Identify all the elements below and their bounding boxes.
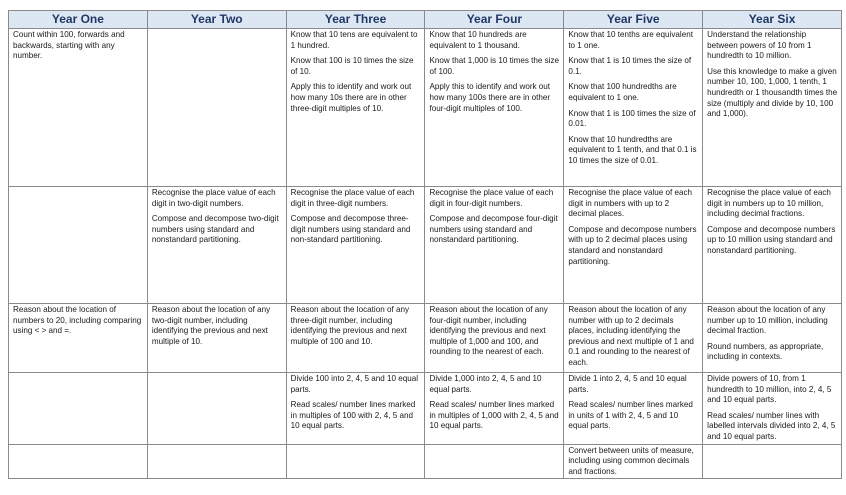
table-cell [425,187,564,304]
table-cell [147,444,286,479]
table-cell [286,373,425,445]
table-cell [703,373,842,445]
table-cell [286,304,425,373]
table-cell [425,444,564,479]
cell-paragraph: Recognise the place value of each digit in three-digit numbers. [290,188,415,208]
table-cell [286,444,425,479]
curriculum-table [8,10,842,479]
cell-paragraph: Know that 1,000 is 10 times the size of 100. [429,56,560,76]
cell-paragraph: Reason about the location of any four-digit number, including identifying the previous and next multiple of 1,000 and 100, and rounding to the nearest of each. [429,305,548,357]
table-cell [147,187,286,304]
column-header: Year Six [703,11,842,29]
cell-paragraph: Understand the relationship between powers of 10 from 1 hundredth to 10 million. [707,30,812,61]
cell-paragraph: Use this knowledge to make a given number 10, 100, 1,000, 1 tenth, 1 hundredth or 1 thousandth times the size (multiply and divide by 10, 100 and 1,000). [707,66,838,119]
table-cell [703,187,842,304]
cell-paragraph: Divide powers of 10, from 1 hundredth to 10 million, into 2, 4, 5 and 10 equal parts. [707,374,832,405]
cell-paragraph: Convert between units of measure, including using common decimals and fractions. [568,445,694,476]
table-cell [564,29,703,187]
table-cell [9,444,148,479]
table-cell [564,304,703,373]
cell-paragraph: Know that 100 is 10 times the size of 10. [290,56,414,76]
cell-paragraph: Recognise the place value of each digit in numbers with up to 2 decimal places. [568,188,693,219]
table-cell [147,373,286,445]
table-row [9,29,842,187]
table-row [9,304,842,373]
cell-paragraph: Know that 10 tens are equivalent to 1 hundred. [290,30,418,50]
table-cell [703,304,842,373]
cell-paragraph: Reason about the location of numbers to 20, including comparing using < > and =. [13,305,142,336]
table-cell [9,29,148,187]
table-row [9,373,842,445]
cell-paragraph: Apply this to identify and work out how many 100s there are in other four-digit multiples of 100. [429,82,551,113]
column-header: Year Four [425,11,564,29]
cell-paragraph: Know that 100 hundredths are equivalent to 1 one. [568,82,677,102]
header-row [9,11,842,29]
cell-paragraph: Know that 1 is 10 times the size of 0.1. [568,56,692,76]
column-header: Year Five [564,11,703,29]
cell-paragraph: Know that 10 tenths are equivalent to 1 one. [568,30,693,50]
cell-paragraph: Compose and decompose two-digit numbers using standard and nonstandard partitioning. [151,214,279,245]
cell-paragraph: Reason about the location of any number up to 10 million, including decimal fraction. [707,305,828,336]
cell-paragraph: Know that 10 hundreds are equivalent to 1 thousand. [429,30,527,50]
cell-paragraph: Count within 100, forwards and backwards, starting with any number. [13,30,125,61]
table-cell [564,373,703,445]
cell-paragraph: Reason about the location of any three-digit number, including identifying the previous and next multiple of 100 and 10. [290,305,409,346]
cell-paragraph: Read scales/ number lines with labelled intervals divided into 2, 4, 5 and 10 equal parts. [707,410,836,441]
cell-paragraph: Read scales/ number lines marked in multiples of 1,000 with 2, 4, 5 and 10 equal parts. [429,400,559,431]
cell-paragraph: Recognise the place value of each digit in four-digit numbers. [429,188,554,208]
column-header: Year Two [147,11,286,29]
table-cell [564,187,703,304]
cell-paragraph: Read scales/ number lines marked in units of 1 with 2, 4, 5 and 10 equal parts. [568,400,693,431]
table-cell [286,29,425,187]
cell-paragraph: Round numbers, as appropriate, including in contexts. [707,341,824,362]
table-cell [286,187,425,304]
cell-paragraph: Divide 100 into 2, 4, 5 and 10 equal parts. [290,374,419,394]
cell-paragraph: Divide 1,000 into 2, 4, 5 and 10 equal parts. [429,374,542,394]
table-cell [9,373,148,445]
cell-paragraph: Know that 10 hundredths are equivalent to 1 tenth, and that 0.1 is 10 times the size of 0.01. [568,134,697,165]
cell-paragraph: Reason about the location of any two-digit number, including identifying the previous and next multiple of 10. [151,305,271,346]
cell-paragraph: Divide 1 into 2, 4, 5 and 10 equal parts. [568,374,687,394]
table-cell [9,187,148,304]
table-cell [425,29,564,187]
cell-paragraph: Compose and decompose three-digit numbers using standard and non-standard partitioning. [290,214,411,245]
table-row [9,187,842,304]
column-header: Year Three [286,11,425,29]
cell-paragraph: Compose and decompose numbers with up to 2 decimal places using standard and nonstandard partitioning. [568,224,697,266]
table-cell [147,29,286,187]
cell-paragraph: Compose and decompose numbers up to 10 million using standard and nonstandard partitioning. [707,224,836,255]
table-cell [147,304,286,373]
table-cell [703,444,842,479]
table-cell [425,373,564,445]
cell-paragraph: Apply this to identify and work out how many 10s there are in other three-digit multiples of 10. [290,82,412,113]
table-cell [425,304,564,373]
cell-paragraph: Recognise the place value of each digit in two-digit numbers. [151,188,276,208]
table-cell [564,444,703,479]
cell-paragraph: Read scales/ number lines marked in multiples of 100 with 2, 4, 5 and 10 equal parts. [290,400,416,431]
table-body [9,29,842,479]
cell-paragraph: Know that 1 is 100 times the size of 0.01. [568,108,696,129]
cell-paragraph: Compose and decompose four-digit numbers using standard and nonstandard partitioning. [429,214,558,245]
cell-paragraph: Reason about the location of any number with up to 2 decimals places, including identifying the previous and next multiple of 1 and 0.1 and rounding to the nearest of each. [568,305,694,367]
cell-paragraph: Recognise the place value of each digit in numbers up to 10 million, including decimal fractions. [707,188,831,219]
table-cell [703,29,842,187]
table-cell [9,304,148,373]
table-row [9,444,842,479]
column-header: Year One [9,11,148,29]
